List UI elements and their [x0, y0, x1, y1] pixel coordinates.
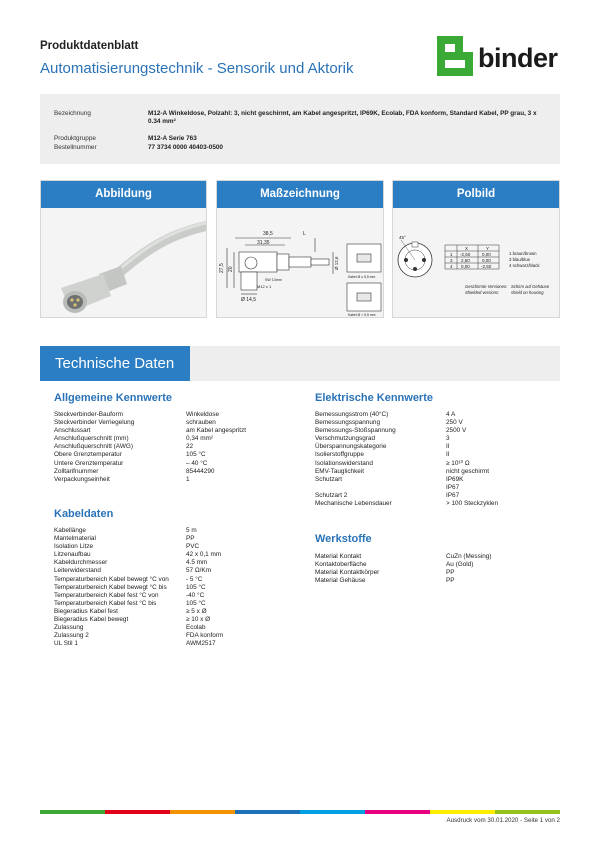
info-label: Bezeichnung	[54, 110, 91, 117]
dim-L: L	[303, 231, 306, 237]
pin-diagram	[393, 208, 559, 317]
pin-row-1-y: 0,00	[482, 252, 491, 257]
spec-key: Anschlussart	[54, 427, 91, 435]
spec-key: Schutzart 2	[315, 491, 348, 499]
spec-row	[54, 567, 223, 575]
spec-value: 42 x 0,1 mm	[186, 551, 222, 559]
spec-row	[315, 561, 491, 569]
dim-sw13: SW 13mm	[265, 278, 282, 282]
spec-key: EMV-Tauglichkeit	[315, 467, 365, 475]
product-info-box	[40, 94, 560, 164]
spec-value: 105 °C	[186, 451, 206, 459]
spec-key: Zulassung	[54, 624, 84, 632]
spec-row	[54, 468, 246, 476]
spec-row	[54, 435, 246, 443]
panel-polbild	[392, 180, 560, 318]
spec-value: PP	[446, 569, 455, 577]
note-shield-en-value: shield on housing	[511, 290, 544, 295]
panel-abbildung	[40, 180, 207, 318]
dim-m12: M12 x 1	[257, 284, 272, 289]
spec-key: Zulassung 2	[54, 632, 89, 640]
spec-key: Temperaturbereich Kabel fest °C bis	[54, 599, 157, 607]
spec-row	[315, 484, 498, 492]
spec-key: Steckverbinder Verriegelung	[54, 419, 135, 427]
spec-key: Isolation Litze	[54, 543, 94, 551]
pin-row-4-x: 0,00	[461, 264, 470, 269]
spec-key: Biegeradius Kabel bewegt	[54, 616, 129, 624]
spec-value: 4.5 mm	[186, 559, 208, 567]
spec-key: Material Kontakt	[315, 553, 362, 560]
spec-key: Kabellänge	[54, 527, 86, 534]
spec-key: Kontaktoberfläche	[315, 561, 367, 569]
spec-key: Bemessungsspannung	[315, 419, 381, 427]
spec-value: PP	[446, 577, 455, 585]
section-title-werkstoffe: Werkstoffe	[315, 533, 372, 545]
panel-masszeichnung	[216, 180, 384, 318]
spec-value: nicht geschirmt	[446, 467, 489, 475]
spec-key: Mechanische Lebensdauer	[315, 500, 392, 508]
dim-12-6: Ø 12,6	[334, 256, 339, 270]
spec-value: PP	[186, 535, 195, 543]
spec-value: 105 °C	[186, 599, 206, 607]
spec-row	[315, 460, 498, 468]
info-row-produktgruppe	[54, 135, 548, 143]
spec-row	[54, 476, 246, 484]
spec-key: Obere Grenztemperatur	[54, 451, 122, 459]
kabeldaten-list	[54, 527, 223, 648]
legend-pin-1: 1 braun/brown	[509, 251, 537, 256]
spec-row	[54, 411, 246, 419]
spec-key: Steckverbinder-Bauform	[54, 411, 123, 418]
color-bar-segment	[365, 810, 430, 814]
spec-key: Temperaturbereich Kabel fest °C von	[54, 591, 159, 599]
spec-value: -40 °C	[186, 591, 205, 599]
logo-bar-right-top	[455, 36, 463, 52]
spec-key: Biegeradius Kabel fest	[54, 607, 118, 615]
spec-value: 85444290	[186, 467, 215, 475]
dim-27-5: 27,5	[219, 263, 225, 273]
logo-bar-right	[465, 52, 473, 76]
spec-key: Isolationswiderstand	[315, 459, 373, 467]
pin-row-1-x: -2,50	[460, 252, 471, 257]
spec-key: Untere Grenztemperatur	[54, 459, 124, 467]
spec-row	[315, 411, 498, 419]
color-bar-segment	[495, 810, 560, 814]
allgemeine-list	[54, 411, 246, 484]
document-title: Produktdatenblatt	[40, 40, 139, 52]
info-label: Bestellnummer	[54, 144, 97, 151]
info-row-bestellnummer	[54, 144, 548, 152]
spec-key: Überspannungskategorie	[315, 443, 387, 451]
note-shield-en-label: Shielded versions:	[465, 290, 500, 295]
spec-row	[54, 616, 223, 624]
spec-value: IP69K	[446, 475, 464, 483]
info-row-bezeichnung	[54, 110, 548, 126]
connector-illustration	[41, 208, 206, 317]
spec-value: AWM2517	[186, 640, 216, 648]
spec-key	[315, 484, 446, 492]
dim-31-35: 31,35	[257, 240, 270, 246]
spec-row	[54, 600, 223, 608]
legend-pin-3: 3 blau/blue	[509, 257, 531, 262]
color-bar-segment	[300, 810, 365, 814]
spec-value: 22	[186, 443, 194, 451]
spec-value: schrauben	[186, 419, 216, 427]
spec-row	[54, 624, 223, 632]
color-bar-segment	[40, 810, 105, 814]
spec-key: Leiterwiderstand	[54, 567, 101, 575]
spec-value: - 5 °C	[186, 575, 203, 583]
spec-key: UL Stil 1	[54, 640, 78, 648]
spec-row	[315, 500, 498, 508]
spec-value: 0,34 mm²	[186, 435, 213, 443]
spec-key: Isolierstoffgruppe	[315, 451, 364, 459]
info-label: Produktgruppe	[54, 135, 96, 142]
color-bar-segment	[105, 810, 170, 814]
pin-row-1-pin: 1	[450, 252, 453, 257]
info-value: M12-A Winkeldose, Polzahl: 3, nicht geschirmt, am Kabel angespritzt, IP69K, Ecolab, FDA konform, Standard Kabel, PP grau, 3 x 0.34 mm²	[148, 110, 537, 125]
info-value: 77 3734 0000 40403-0500	[148, 144, 223, 151]
pin-row-4-y: -2,50	[481, 264, 492, 269]
spec-row	[54, 584, 223, 592]
dimension-drawing-svg	[217, 208, 383, 317]
spec-key: Temperaturbereich Kabel bewegt °C von	[54, 575, 169, 583]
pin-row-3-y: 0,00	[482, 258, 491, 263]
pin-row-3-pin: 3	[450, 258, 453, 263]
dim-38-5: 38,5	[263, 231, 273, 237]
spec-value: > 100 Steckzyklen	[446, 500, 499, 508]
spec-key: Anschlußquerschnitt (AWG)	[54, 443, 133, 451]
panel-heading: Maßzeichnung	[217, 181, 383, 208]
spec-value: 3	[446, 435, 450, 443]
panel-heading: Abbildung	[41, 181, 206, 208]
col-x: X	[465, 246, 469, 251]
spec-value: PVC	[186, 543, 200, 551]
note-shield-de-label: Geschirmte Versionen:	[465, 284, 508, 289]
spec-value: Winkeldose	[186, 411, 220, 418]
spec-row	[315, 476, 498, 484]
spec-row	[54, 419, 246, 427]
kabel-large-label: Kabel Ø > 5,5 mm	[348, 313, 376, 317]
spec-row	[54, 551, 223, 559]
spec-row	[54, 640, 223, 648]
spec-key: Anschlußquerschnitt (mm)	[54, 435, 129, 443]
spec-row	[315, 492, 498, 500]
color-bar-segment	[170, 810, 235, 814]
spec-key: Temperaturbereich Kabel bewegt °C bis	[54, 583, 167, 591]
page-footer: Ausdruck vom 30.01.2020 - Seite 1 von 2	[446, 817, 560, 824]
pin-diagram-svg	[393, 208, 559, 317]
spec-row	[54, 632, 223, 640]
spec-value: IP67	[446, 491, 460, 499]
spec-value: 4 A	[446, 411, 456, 418]
spec-row	[54, 427, 246, 435]
spec-row	[54, 443, 246, 451]
spec-key: Bemessungs-Stoßspannung	[315, 427, 396, 435]
spec-value: CuZn (Messing)	[446, 553, 492, 560]
spec-key: Zolltarifnummer	[54, 467, 99, 475]
elektrische-list	[315, 411, 498, 508]
spec-value: 1	[186, 475, 190, 483]
legend-pin-4: 4 schwarz/black	[509, 263, 540, 268]
panel-heading: Polbild	[393, 181, 559, 208]
werkstoffe-list	[315, 553, 491, 585]
spec-row	[54, 576, 223, 584]
spec-value: ≥ 5 x Ø	[186, 607, 207, 615]
technical-data-heading: Technische Daten	[40, 346, 190, 381]
info-value: M12-A Serie 763	[148, 135, 197, 142]
spec-key: Verschmutzungsgrad	[315, 435, 376, 443]
spec-row	[54, 460, 246, 468]
spec-key: Mantelmaterial	[54, 535, 96, 543]
spec-key: Material Kontaktkörper	[315, 569, 380, 577]
spec-key: Material Gehäuse	[315, 577, 366, 585]
dim-14-5: Ø 14,5	[241, 297, 257, 303]
spec-value: ≥ 10 x Ø	[186, 616, 211, 624]
spec-value: 2500 V	[446, 427, 467, 435]
document-subtitle: Automatisierungstechnik - Sensorik und Aktorik	[40, 60, 354, 77]
spec-value: 5 m	[186, 527, 197, 534]
spec-row	[315, 577, 491, 585]
spec-value: II	[446, 451, 450, 459]
spec-row	[315, 419, 498, 427]
logo-text: binder	[478, 43, 558, 73]
product-image	[41, 208, 206, 317]
spec-row	[315, 468, 498, 476]
color-bar-segment	[430, 810, 495, 814]
section-title-allgemeine: Allgemeine Kennwerte	[54, 392, 172, 404]
spec-row	[54, 543, 223, 551]
spec-value: ≥ 10¹⁰ Ω	[446, 459, 470, 467]
pin-row-4-pin: 4	[450, 264, 453, 269]
spec-key: Verpackungseinheit	[54, 475, 110, 483]
spec-row	[315, 443, 498, 451]
spec-row	[54, 535, 223, 543]
spec-row	[315, 553, 491, 561]
spec-value: FDA konform	[186, 632, 224, 640]
spec-value: 250 V	[446, 419, 463, 427]
kabel-small-label: Kabel Ø ≤ 5,5 mm	[348, 275, 376, 279]
spec-value: – 40 °C	[186, 459, 208, 467]
spec-value: 57 Ω/Km	[186, 567, 212, 575]
spec-row	[315, 451, 498, 459]
spec-value: 105 °C	[186, 583, 206, 591]
spec-value: am Kabel angespritzt	[186, 427, 247, 435]
spec-value: Au (Gold)	[446, 561, 474, 569]
note-shield-de-value: Schirm auf Gehäuse	[511, 284, 550, 289]
spec-row	[54, 592, 223, 600]
spec-row	[54, 527, 223, 535]
spec-row	[54, 451, 246, 459]
section-title-elektrische: Elektrische Kennwerte	[315, 392, 433, 404]
spec-value: Ecolab	[186, 624, 206, 632]
spec-value: II	[446, 443, 450, 451]
spec-row	[54, 559, 223, 567]
spec-row	[54, 608, 223, 616]
pin-angle: 45°	[399, 235, 406, 240]
dim-20: 20	[228, 266, 234, 272]
color-bar-segment	[235, 810, 300, 814]
spec-key: Kabeldurchmesser	[54, 559, 108, 567]
pin-row-3-x: 2,50	[461, 258, 470, 263]
spec-key: Bemessungsstrom (40°C)	[315, 411, 389, 418]
section-title-kabeldaten: Kabeldaten	[54, 508, 114, 520]
spec-value: IP67	[446, 483, 460, 491]
spec-row	[315, 427, 498, 435]
spec-key: Schutzart	[315, 475, 342, 483]
col-y: Y	[486, 246, 490, 251]
brand-color-bar	[40, 810, 560, 814]
spec-row	[315, 569, 491, 577]
dimension-drawing	[217, 208, 383, 317]
spec-key: Litzenaufbau	[54, 551, 91, 559]
